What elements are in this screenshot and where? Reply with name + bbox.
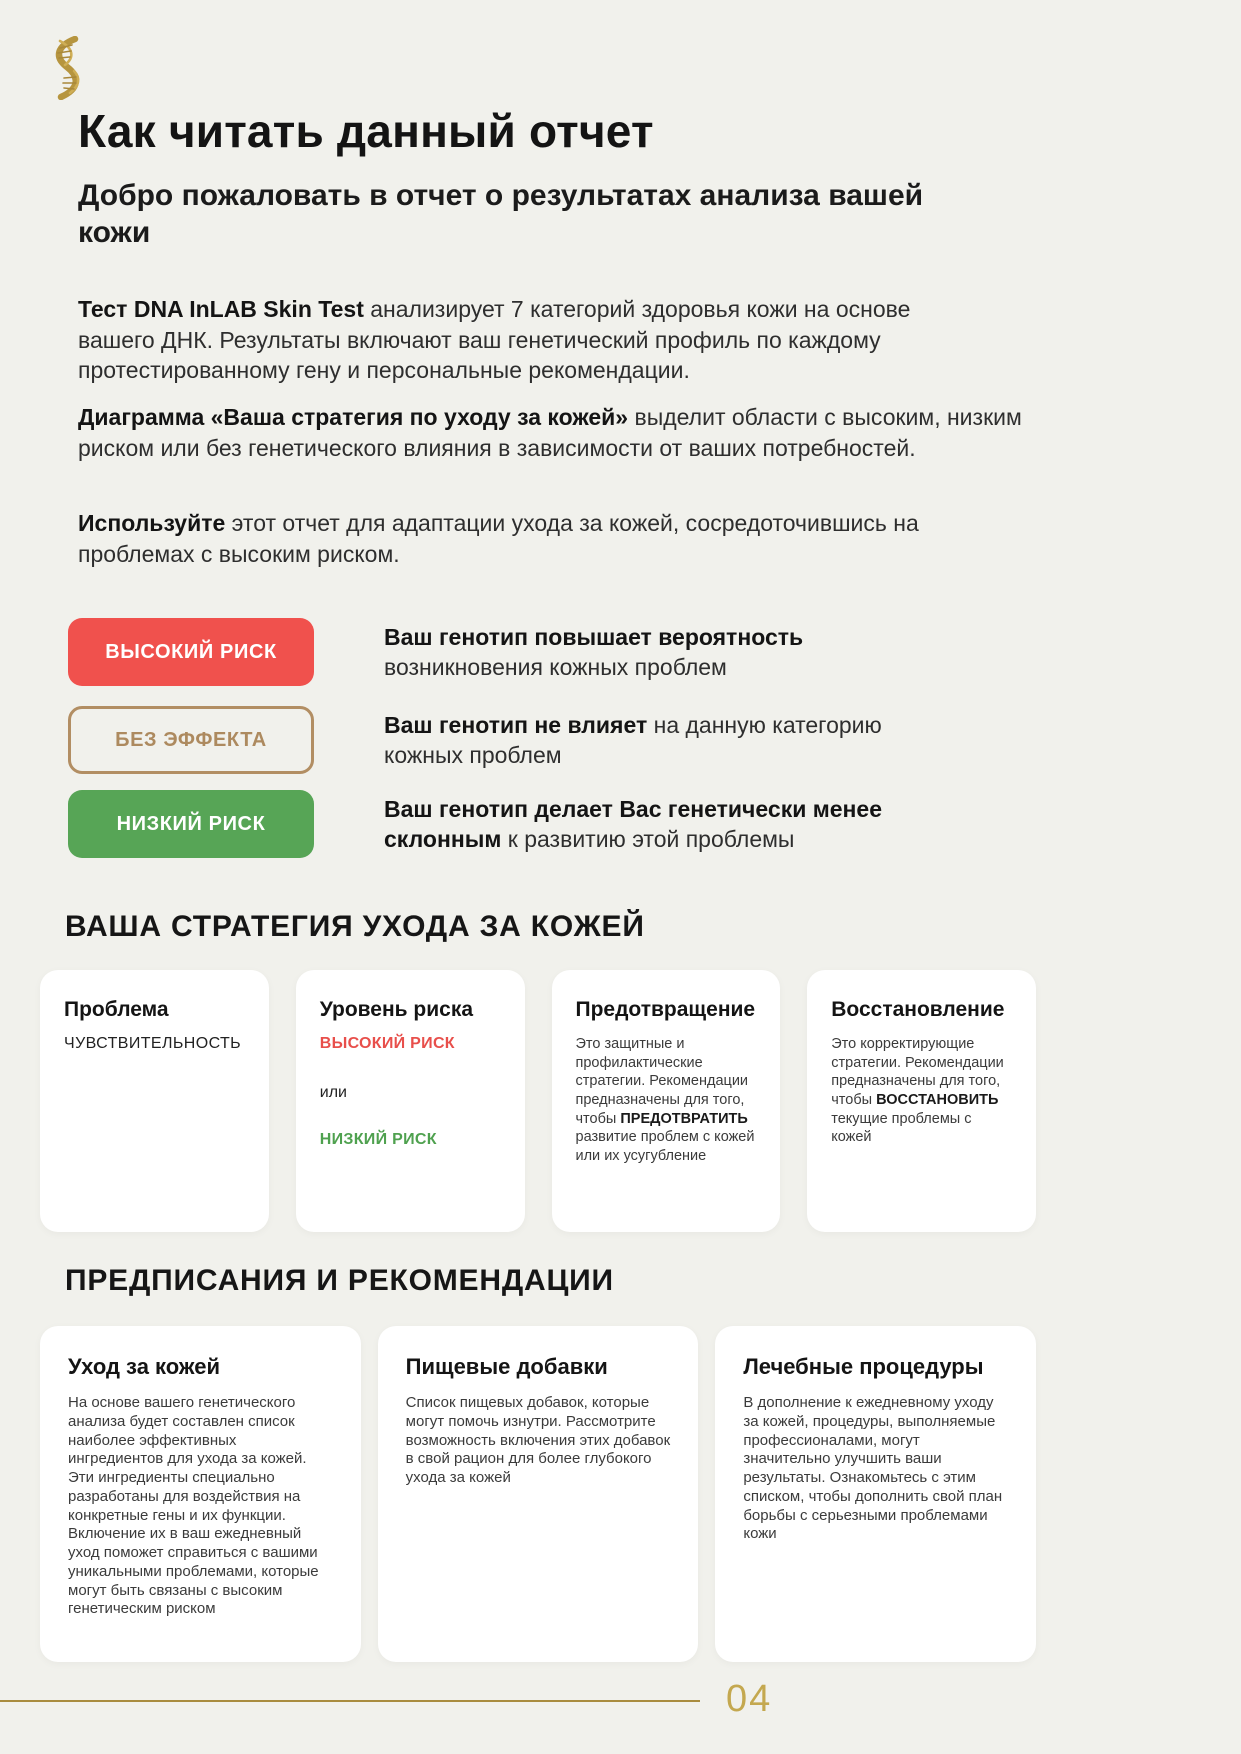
strategy-card-risk-level-title: Уровень риска <box>319 998 474 1021</box>
intro-paragraph-use <box>78 508 998 569</box>
legend-row-high-risk <box>68 618 889 686</box>
legend-row-no-effect <box>68 706 889 774</box>
prescription-card-skincare-body: На основе вашего генетического анализа будет составлен список наиболее эффективных ингредиентов для ухода за кожей. Эти ингредиенты специально разработаны для воздействия на конкретные гены и их функции. Включение их в ваш ежедневный уход поможет справиться с вашими уникальными проблемами, которые могут быть связаны с высоким генетическим риском <box>68 1394 319 1618</box>
prescription-card-treatments <box>715 1326 1036 1662</box>
strategy-cards-row <box>40 970 1036 1232</box>
intro-paragraph-use-text: этот отчет для адаптации ухода за кожей, сосредоточившись на проблемах с высоким риском. <box>78 510 919 567</box>
risk-level-or-label: или <box>319 1084 347 1101</box>
prevention-body-post: развитие проблем с кожей или их усугубление <box>575 1129 755 1164</box>
prescription-card-skincare <box>40 1326 361 1662</box>
prescription-card-skincare-title: Уход за кожей <box>68 1354 220 1379</box>
high-risk-description-bold: Ваш генотип повышает вероятность <box>384 623 804 650</box>
strategy-card-risk-level <box>296 970 525 1232</box>
prescription-card-supplements-body: Список пищевых добавок, которые могут помочь изнутри. Рассмотрите возможность включения этих добавок в свой рацион для более глубокого ухода за кожей <box>405 1394 671 1486</box>
low-risk-badge: НИЗКИЙ РИСК <box>68 790 314 858</box>
no-effect-badge: БЕЗ ЭФФЕКТА <box>68 706 314 774</box>
intro-paragraph-diagram-bold: Диаграмма «Ваша стратегия по уходу за кожей» <box>78 404 629 430</box>
page-number: 04 <box>726 1678 773 1720</box>
high-risk-badge: ВЫСОКИЙ РИСК <box>68 618 314 686</box>
strategy-card-restoration <box>807 970 1036 1232</box>
strategy-card-problem <box>40 970 269 1232</box>
intro-paragraph-test-bold: Тест DNA InLAB Skin Test <box>78 296 364 322</box>
restoration-body-bold: ВОССТАНОВИТЬ <box>876 1091 999 1108</box>
low-risk-description <box>384 794 889 855</box>
strategy-card-problem-value: ЧУВСТВИТЕЛЬНОСТЬ <box>64 1035 242 1052</box>
prevention-body-bold: ПРЕДОТВРАТИТЬ <box>620 1110 748 1127</box>
legend-row-low-risk <box>68 790 889 858</box>
strategy-card-restoration-title: Восстановление <box>831 998 1005 1021</box>
footer-divider-line <box>0 1700 700 1702</box>
strategy-section-heading: ВАША СТРАТЕГИЯ УХОДА ЗА КОЖЕЙ <box>65 910 645 943</box>
no-effect-description-text: на данную категорию кожных проблем <box>384 711 882 768</box>
risk-level-high-label: ВЫСОКИЙ РИСК <box>319 1035 455 1052</box>
prescriptions-section-heading: ПРЕДПИСАНИЯ И РЕКОМЕНДАЦИИ <box>65 1264 614 1297</box>
prescription-card-supplements <box>378 1326 699 1662</box>
low-risk-description-text: к развитию этой проблемы <box>501 826 795 852</box>
strategy-card-problem-title: Проблема <box>64 998 169 1021</box>
intro-paragraph-test-text: анализирует 7 категорий здоровья кожи на основе вашего ДНК. Результаты включают ваш генетический профиль по каждому протестированному гену и персональные рекомендации. <box>78 296 911 384</box>
dna-helix-logo-icon <box>48 36 88 100</box>
intro-paragraph-diagram <box>78 402 1078 463</box>
page-title: Как читать данный отчет <box>78 105 654 157</box>
page-subtitle: Добро пожаловать в отчет о результатах анализа вашей кожи <box>78 179 924 249</box>
strategy-card-prevention <box>552 970 781 1232</box>
strategy-card-restoration-body <box>831 1035 1012 1147</box>
no-effect-description-bold: Ваш генотип не влияет <box>384 711 648 738</box>
restoration-body-pre: Это корректирующие стратегии. Рекомендации предназначены для того, чтобы <box>831 1036 1004 1108</box>
intro-paragraph-use-bold: Используйте <box>78 510 226 536</box>
intro-paragraph-test <box>78 294 958 386</box>
high-risk-description-text: возникновения кожных проблем <box>384 654 727 680</box>
intro-paragraph-diagram-text: выделит области с высоким, низким риском или без генетического влияния в зависимости от ваших потребностей. <box>78 404 1022 461</box>
prescription-card-supplements-title: Пищевые добавки <box>405 1354 608 1379</box>
prescriptions-cards-row <box>40 1326 1036 1662</box>
prevention-body-pre: Это защитные и профилактические стратегии. Рекомендации предназначены для того, чтобы <box>575 1036 749 1127</box>
no-effect-description <box>384 710 889 771</box>
prescription-card-treatments-body: В дополнение к ежедневному уходу за кожей, процедуры, выполняемые профессионалами, могут значительно улучшить ваши результаты. Ознакомьтесь с этим списком, чтобы дополнить свой план борьбы с серьезными проблемами кожи <box>743 1394 1003 1543</box>
high-risk-description <box>384 622 889 683</box>
restoration-body-post: текущие проблемы с кожей <box>831 1110 972 1146</box>
risk-level-low-label: НИЗКИЙ РИСК <box>319 1131 437 1148</box>
prescription-card-treatments-title: Лечебные процедуры <box>743 1354 984 1379</box>
strategy-card-prevention-body <box>576 1035 757 1165</box>
strategy-card-prevention-title: Предотвращение <box>575 998 756 1021</box>
low-risk-description-bold: Ваш генотип делает Вас генетически менее склонным <box>384 795 883 852</box>
